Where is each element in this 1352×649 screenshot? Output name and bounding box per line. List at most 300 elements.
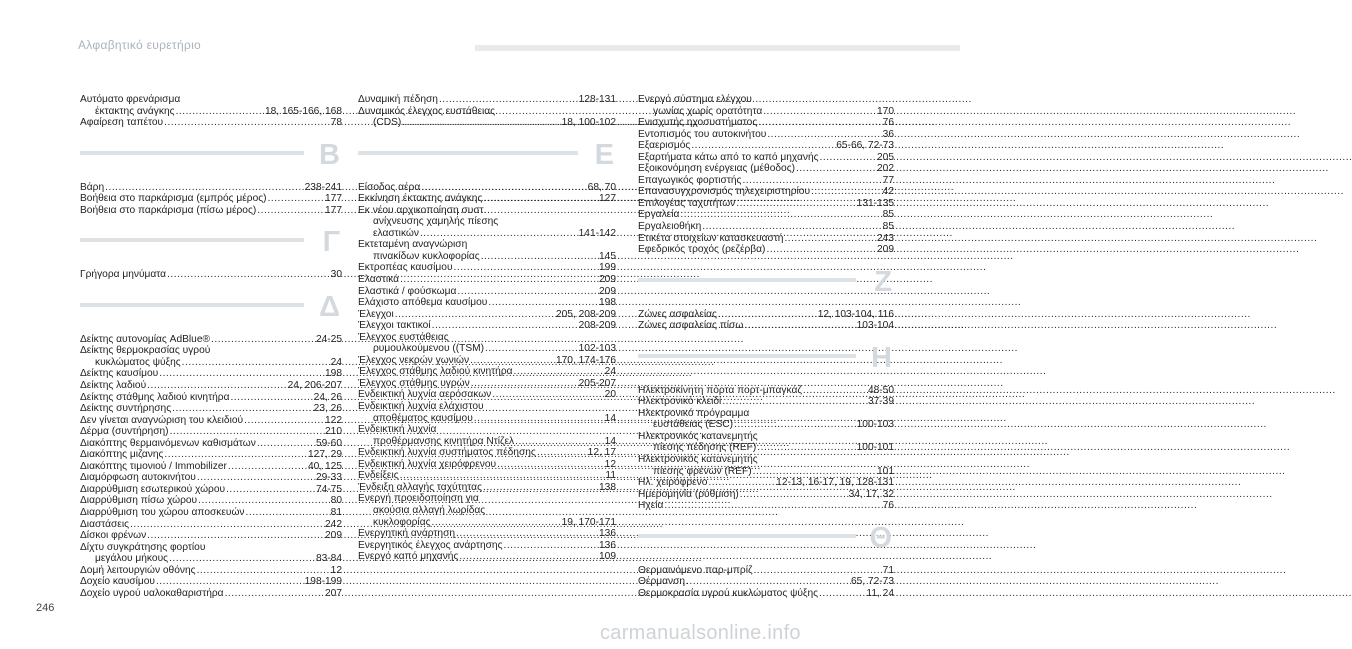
entry-page-ref: 37-39 [867,396,894,408]
leader-dots [147,530,324,542]
index-entry-line [80,193,342,205]
leader-dots [763,106,876,118]
index-entry-line [638,576,894,588]
index-entry-line [638,309,894,321]
leader-dots [257,438,315,450]
section-divider [638,265,894,301]
entry-page-ref: 65-66, 72-73 [836,140,894,152]
leader-dots [483,193,598,205]
section-letter: Θ [869,521,892,554]
index-entry-line [358,309,616,321]
index-entry-line [638,466,894,478]
index-entry [638,233,894,245]
index-entry-line [80,565,342,577]
section-letter: Δ [319,290,340,323]
leader-dots [228,461,307,473]
index-entry-line [358,251,616,263]
index-entry-line [358,274,616,286]
index-entry-line [358,332,616,344]
index-entry-line [358,228,616,240]
index-entry [358,401,616,424]
leader-dots [257,205,324,217]
entry-page-ref: 127 [599,193,616,205]
entry-page-ref: 24-25 [315,333,342,345]
entry-term: Ενεργό σύστημα ελέγχου [638,94,752,105]
index-entry [80,576,342,588]
leader-dots [702,221,881,233]
index-entry [358,378,616,390]
leader-dots [197,472,315,484]
leader-dots [757,442,855,454]
index-entry-line [80,380,342,392]
entry-term: Δείκτης συντήρησης [80,403,172,415]
entry-term: Ηλεκτρονικός κατανεμητής [638,430,758,442]
index-entry [358,332,616,355]
entry-page-ref: 145 [599,250,616,262]
entry-term: Επανασυγχρονισμός τηλεχειριστηρίου [638,186,811,198]
section-divider [80,138,342,174]
section-rule [638,534,856,538]
index-entry-line [358,551,616,563]
entry-term: Δίσκοι φρένων [80,530,147,542]
index-entry-line [358,517,616,529]
leader-dots [420,228,578,240]
entry-term: Επιλογέας ταχυτήτων [638,197,736,209]
index-entry-line [358,320,616,332]
index-entry-line [80,345,342,357]
index-entry-line [638,129,894,141]
index-entry [80,380,342,392]
index-entry [80,94,342,117]
entry-page-ref: 198 [599,297,616,309]
entry-term: Δείκτης στάθμης λαδιού κινητήρα [80,391,230,403]
index-entry-line [358,355,616,367]
entry-page-ref: 71 [882,564,894,576]
index-entry-line [358,94,616,106]
entry-page-ref: 85 [882,209,894,221]
index-column-3 [638,94,894,599]
index-entry-line [358,470,616,482]
leader-dots [503,540,598,552]
entry-page-ref: 40, 125 [308,460,342,472]
index-entry-line [80,576,342,588]
entry-page-ref: 24 [330,356,342,368]
section-divider [638,521,894,557]
index-entry [638,588,894,600]
leader-dots [514,366,604,378]
index-entry [80,588,342,600]
entry-term: κυκλοφορίας [373,516,431,528]
leader-dots [230,392,312,404]
index-entry-line [358,436,616,448]
entry-page-ref: 11, 24 [866,587,894,599]
entry-term: Δοχείο υγρού υαλοκαθαριστήρα [80,587,224,599]
leader-dots [439,94,578,106]
entry-page-ref: 238-241 [304,181,342,193]
entry-term: Ηλεκτρονικός κατανεμητής [638,454,758,466]
index-entry-line [638,163,894,175]
index-entry-line [80,426,342,438]
leader-dots [736,198,855,210]
index-entry-line [80,415,342,427]
entry-page-ref: 138 [599,481,616,493]
entry-term: Ενδείξεις [358,470,399,482]
index-entry [358,459,616,471]
index-entry-line [358,205,616,217]
entry-term: Δείκτης καυσίμου [80,368,159,380]
index-entry [638,396,894,408]
leader-dots [740,489,848,501]
entry-term: Διακόπτης τιμονιού / Immobilizer [80,460,227,472]
entry-term: Διακόπτης θερμαινόμενων καθισμάτων [80,437,256,449]
index-entry [638,94,894,117]
entry-page-ref: 14 [604,435,616,447]
leader-dots [742,175,881,187]
index-entry [80,334,342,346]
index-entry [638,117,894,129]
entry-term: Δέρμα (συντήρηση) [80,426,169,438]
leader-dots [803,385,867,397]
entry-page-ref: 24 [604,366,616,378]
entry-page-ref: 74-75 [315,483,342,495]
index-entry [80,368,342,380]
entry-page-ref: 18, 165-166, 168 [264,105,342,117]
entry-page-ref: 170 [877,105,894,117]
index-entry-line [638,442,894,454]
entry-page-ref: 23, 26 [313,403,342,415]
entry-term: Ημερομηνία (ρύθμιση) [638,488,739,500]
leader-dots [708,477,775,489]
entry-page-ref: 210 [325,426,342,438]
leader-dots [156,576,304,588]
leader-dots [176,106,264,118]
leader-dots [164,449,307,461]
entry-term: (CDS) [373,117,402,129]
index-entry-line [358,459,616,471]
index-entry-line [80,117,342,129]
leader-dots [766,244,876,256]
index-entry-line [80,519,342,531]
entry-term: Δυναμικός έλεγχος ευστάθειας [358,105,496,117]
entry-term: Εξαρτήματα κάτω από το καπό μηχανής [638,151,819,163]
index-entry [638,565,894,577]
index-entry [80,542,342,565]
entry-page-ref: 101 [877,465,894,477]
entry-page-ref: 198 [325,368,342,380]
entry-page-ref: 100-103 [856,419,894,431]
index-entry [638,309,894,321]
index-entry [80,565,342,577]
entry-term: Εργαλεία [638,209,680,221]
index-entry-line [638,454,894,466]
leader-dots [680,209,881,221]
index-entry-line [638,152,894,164]
index-entry-line [638,94,894,106]
index-entry-line [80,368,342,380]
entry-page-ref: 198-199 [304,576,342,588]
index-entry [358,320,616,332]
section-letter: Η [871,341,892,374]
index-entry [358,366,616,378]
index-entry-line [80,357,342,369]
leader-dots [130,519,324,531]
index-entry [358,540,616,552]
section-rule [80,238,304,242]
leader-dots [395,309,555,321]
index-entry-line [638,320,894,332]
index-entry [358,193,616,205]
index-entry [358,182,616,194]
entry-term: έκτακτης ανάγκης [95,105,175,117]
index-entry-line [80,461,342,473]
entry-term: Ενεργητική ανάρτηση [358,528,456,540]
entry-term: Εργαλειοθήκη [638,221,702,233]
entry-term: Ενεργή προειδοποίηση για [358,493,479,505]
entry-page-ref: 24, 206-207 [287,380,342,392]
leader-dots [198,495,330,507]
entry-term: Έλεγχος νεκρών γωνιών [358,354,470,366]
index-entry-line [638,198,894,210]
index-entry-line [638,117,894,129]
entry-term: Βάρη [80,181,105,193]
index-entry [358,424,616,447]
index-entry [80,403,342,415]
index-entry-line [80,205,342,217]
leader-dots [159,368,324,380]
section-letter: Ε [594,138,614,171]
index-entry [638,477,894,489]
entry-term: πίεσης πέδησης (REF) [653,442,757,454]
index-entry-line [358,401,616,413]
leader-dots [167,269,330,281]
entry-term: Ελαστικά [358,274,400,286]
section-rule [358,151,578,155]
entry-term: Θερμαινόμενο παρ-μπρίζ [638,564,753,576]
entry-term: πίεσης φρένων (REF) [653,465,752,477]
entry-term: Ηχεία [638,500,664,512]
index-entry [80,415,342,427]
index-entry [358,262,616,274]
entry-term: Έλεγχοι τακτικοί [358,320,431,332]
index-entry [638,163,894,175]
entry-term: Εκτροπέας καυσίμου [358,262,453,274]
leader-dots [758,117,881,129]
entry-page-ref: 209 [599,274,616,286]
entry-page-ref: 209 [325,530,342,542]
entry-page-ref: 122 [325,414,342,426]
entry-term: Δείκτης αυτονομίας AdBlue® [80,333,211,345]
index-entry-line [358,297,616,309]
index-entry-line [638,565,894,577]
index-entry-line [358,262,616,274]
entry-page-ref: 24, 26 [313,391,342,403]
leader-dots [402,117,560,129]
entry-term: προθέρμανσης κινητήρα Ντίζελ [373,435,515,447]
leader-dots [488,297,598,309]
entry-page-ref: 243 [877,232,894,244]
entry-page-ref: 209 [599,285,616,297]
entry-page-ref: 78 [330,117,342,129]
entry-term: Έλεγχος στάθμης υγρών [358,377,470,389]
entry-page-ref: 19, 170-171 [561,516,616,528]
leader-dots [457,286,598,298]
entry-term: Εκκίνηση έκτακτης ανάγκης [358,193,483,205]
entry-term: Ηλεκτροκίνητη πόρτα πορτ-μπαγκάζ [638,384,802,396]
index-entry-line [638,431,894,443]
entry-page-ref: 177 [325,204,342,216]
entry-term: πινακίδων κυκλοφορίας [373,250,480,262]
index-entry-line [638,419,894,431]
entry-term: Δοχείο καυσίμου [80,576,155,588]
entry-page-ref: 48-50 [867,384,894,396]
index-entry [638,175,894,187]
entry-page-ref: 12 [604,458,616,470]
index-entry-line [638,221,894,233]
entry-page-ref: 76 [882,117,894,129]
index-entry-line [80,449,342,461]
leader-dots [400,470,605,482]
index-entry [638,209,894,221]
index-entry [638,140,894,152]
index-entry-line [638,396,894,408]
entry-term: Ενδεικτική λυχνία ελάχιστου [358,401,484,413]
entry-page-ref: 65, 72-73 [850,576,894,588]
leader-dots [432,320,578,332]
entry-term: Διαρρύθμιση εσωτερικού χώρου [80,483,226,495]
page-header-title: Αλφαβητικό ευρετήριο [78,38,202,52]
index-entry [638,385,894,397]
leader-dots [471,378,578,390]
leader-dots [784,233,876,245]
index-entry [638,244,894,256]
entry-page-ref: 109 [599,551,616,563]
leader-dots [474,413,604,425]
section-letter: Β [319,138,340,171]
index-entry [80,519,342,531]
index-entry-line [358,366,616,378]
index-entry [358,274,616,286]
index-entry-line [358,378,616,390]
index-entry-line [358,540,616,552]
index-entry [638,221,894,233]
entry-term: ελαστικών [373,227,419,239]
leader-dots [497,459,604,471]
index-entry-line [80,334,342,346]
leader-dots [225,588,324,600]
index-entry [358,493,616,528]
entry-term: Δείκτης λαδιού [80,380,147,392]
index-entry [358,239,616,262]
entry-term: Ενδεικτική λυχνία αερόσακων [358,389,492,401]
index-entry [80,461,342,473]
entry-term: ανίχνευσης χαμηλής πίεσης [373,216,499,228]
index-entry-line [638,408,894,420]
entry-term: Δυναμική πέδηση [358,94,438,105]
index-entry [80,530,342,542]
entry-page-ref: 207 [325,587,342,599]
leader-dots [819,588,865,600]
index-entry-line [358,389,616,401]
entry-page-ref: 202 [877,163,894,175]
leader-dots [481,251,598,263]
header-decorative-bar [475,45,960,51]
index-entry-line [358,413,616,425]
index-entry [638,431,894,454]
entry-term: Διαστάσεις [80,518,130,530]
leader-dots [182,357,330,369]
entry-term: Δείκτης θερμοκρασίας υγρού [80,345,211,357]
index-entry [358,389,616,401]
entry-term: μεγάλου μήκους [95,553,169,565]
entry-term: Ηλ. χειρόφρενο [638,477,708,489]
leader-dots [454,262,598,274]
entry-term: Ενδεικτική λυχνία [358,424,437,436]
leader-dots [744,320,855,332]
section-letter: Γ [322,226,340,259]
index-entry-line [80,542,342,554]
index-entry-line [80,495,342,507]
entry-term: Ετικέτα στοιχείων κατασκευαστή [638,232,784,244]
entry-term: Βοήθεια στο παρκάρισμα (εμπρός μέρος) [80,193,267,205]
entry-term: Ηλεκτρονικό πρόγραμμα [638,407,750,419]
index-entry-line [80,530,342,542]
entry-page-ref: 128-131 [578,94,616,105]
leader-dots [664,500,881,512]
index-entry [638,129,894,141]
index-entry-line [638,385,894,397]
leader-dots [164,117,330,129]
entry-page-ref: 100-101 [856,442,894,454]
entry-term: Ηλεκτρονικό κλειδί [638,396,722,408]
entry-page-ref: 29-33 [315,472,342,484]
index-entry [80,182,342,194]
index-entry-line [638,588,894,600]
entry-term: Θέρμανση [638,576,686,588]
entry-term: Ενδεικτική λυχνία συστήματος πέδησης [358,447,536,459]
entry-term: Ζώνες ασφαλείας πίσω [638,320,744,332]
entry-term: Ελαστικά / φούσκωμα [358,285,457,297]
entry-page-ref: 136 [599,539,616,551]
leader-dots [753,466,876,478]
index-entry-line [358,286,616,298]
entry-page-ref: 14 [604,412,616,424]
entry-page-ref: 20 [604,389,616,401]
index-entry-line [638,500,894,512]
entry-term: Ενισχυτής ηχοσυστήματος [638,117,758,129]
section-rule [638,278,856,282]
entry-term: Γρήγορα μηνύματα [80,269,167,281]
entry-term: Διαμόρφωση αυτοκινήτου [80,472,196,484]
leader-dots [456,528,598,540]
entry-page-ref: 103-104 [856,320,894,332]
entry-term: κυκλώματος ψύξης [95,356,181,368]
index-entry-line [638,477,894,489]
index-entry [358,528,616,540]
index-entry [80,117,342,129]
entry-page-ref: 205 [877,151,894,163]
entry-term: γωνίας χωρίς ορατότητα [653,105,763,117]
leader-dots [811,186,882,198]
leader-dots [470,355,555,367]
index-entry-line [358,182,616,194]
index-entry-line [80,507,342,519]
index-entry-line [638,233,894,245]
leader-dots [170,426,324,438]
index-entry-line [638,106,894,118]
index-entry [358,355,616,367]
leader-dots [753,565,881,577]
index-entry [358,286,616,298]
